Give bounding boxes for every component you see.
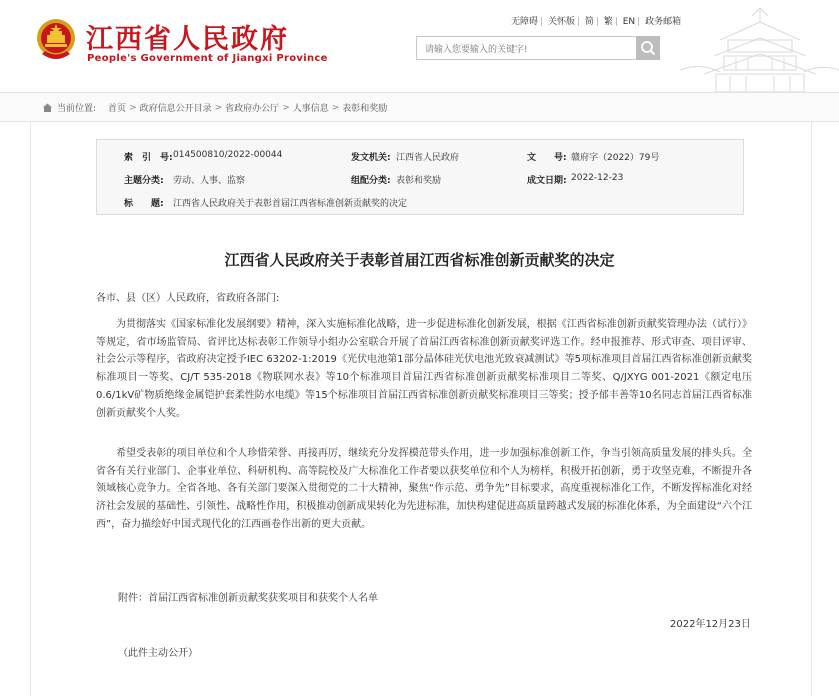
body-paragraph-2: 希望受表彰的项目单位和个人珍惜荣誉、再接再厉，继续充分发挥模范带头作用，进一步加强标准创新工作，争当引领高质量发展的排头兵。全省各有关行业部门、企事业单位、科研机构、高等院校及广大标准化工作者要以获奖单位和个人为榜样，积极开拓创新，勇于攻坚克难，不断提升各领域核心竞争力。全省各地、各有关部门要深入贯彻党的二十大精神，聚焦“作示范、勇争先”目标要求，高度重视标准化工作，不断发挥标准化对经济社会发展的基础性、引领性、战略性作用，积极推动创新成果转化为先进标准，加快构建促进高质量跨越式发展的标准化体系，为全面建设“六个江西”，奋力描绘好中国式现代化的江西画卷作出新的更大贡献。 (96, 448, 752, 530)
national-emblem-icon (36, 18, 76, 62)
breadcrumb-awards[interactable]: 表彰和奖励 (342, 104, 388, 114)
subject-value: 劳动、人事、监察 (173, 176, 246, 186)
breadcrumb-label: 当前位置: (57, 104, 97, 114)
org-value: 表彰和奖励 (396, 176, 442, 186)
top-links: 无障碍 | 关怀版 | 简 | 繁 | EN | 政务邮箱 (511, 17, 682, 27)
breadcrumb-personnel[interactable]: 人事信息 (292, 104, 329, 114)
document-title: 江西省人民政府关于表彰首届江西省标准创新贡献奖的决定 (224, 251, 615, 269)
accessibility-link[interactable]: 无障碍 (511, 17, 539, 27)
english-link[interactable]: EN (622, 17, 636, 27)
search-box (416, 36, 660, 60)
chevron-right-icon: > (282, 102, 290, 113)
document-metadata (96, 139, 744, 215)
issuer-value: 江西省人民政府 (396, 153, 460, 163)
date-label: 成文日期: (527, 176, 567, 186)
breadcrumb-catalog[interactable]: 政府信息公开目录 (139, 104, 212, 114)
location-icon (42, 102, 53, 113)
body-paragraph-1: 为贯彻落实《国家标准化发展纲要》精神，深入实施标准化战略，进一步促进标准化创新发展，根据《江西省标准创新贡献奖管理办法（试行）》等规定，省市场监管局、省评比达标表彰工作领导小组办公室联合开展了首届江西省标准创新贡献奖评选工作。经申报推荐、形式审查、项目评审、社会公示等程序，省政府决定授予IEC 63202-1:2019《光伏电池第1部分晶体硅光伏电池光致衰减测试》等5项标准项目首届江西省标准创新贡献奖标准项目一等奖、CJ/T 535-2018《物联网水表》等10个标准项目首届江西省标准创新贡献奖标准项目二等奖、Q/JXYG 001-2021《额定电压0.6/1kV矿物质绝缘金属铠护套柔性防水电缆》等15个标准项目首届江西省标准创新贡献奖标准项目三等奖；授予郁丰善等10名同志首届江西省标准创新贡献奖个人奖。 (96, 319, 752, 419)
search-input[interactable] (417, 39, 625, 61)
breadcrumb-home[interactable]: 首页 (108, 104, 127, 114)
publication-note: （此件主动公开） (118, 648, 198, 659)
org-label: 组配分类: (351, 176, 391, 186)
breadcrumb-office[interactable]: 省政府办公厅 (225, 104, 280, 114)
index-label: 索 引 号: (124, 153, 173, 163)
docno-label: 文 号: (527, 153, 567, 163)
breadcrumb (42, 101, 387, 114)
chevron-right-icon: > (331, 102, 340, 113)
title-value: 江西省人民政府关于表彰首届江西省标准创新贡献奖的决定 (173, 199, 408, 209)
site-name-english: People's Government of Jiangxi Province (87, 53, 328, 64)
index-value: 014500810/2022-00044 (173, 150, 283, 160)
gov-mail-link[interactable]: 政务邮箱 (645, 17, 682, 27)
title-label: 标 题: (124, 199, 164, 209)
search-icon (636, 36, 660, 60)
traditional-chinese-link[interactable]: 繁 (603, 17, 613, 27)
site-name[interactable]: 江西省人民政府 (86, 24, 289, 55)
chevron-right-icon: > (129, 102, 137, 113)
site-header (0, 0, 839, 92)
date-value: 2022-12-23 (571, 173, 624, 183)
issuer-label: 发文机关: (351, 153, 391, 163)
chevron-right-icon: > (214, 102, 223, 113)
care-mode-link[interactable]: 关怀版 (547, 17, 575, 27)
attachment-link[interactable]: 附件：首届江西省标准创新贡献奖获奖项目和获奖个人名单 (118, 593, 378, 604)
tengwang-pavilion-illustration (680, 0, 839, 92)
simplified-chinese-link[interactable]: 简 (584, 17, 594, 27)
breadcrumb-bar (0, 92, 839, 122)
subject-label: 主题分类: (124, 176, 164, 186)
sign-date: 2022年12月23日 (670, 619, 751, 630)
salutation: 各市、县（区）人民政府，省政府各部门: (96, 293, 280, 304)
docno-value: 赣府字（2022）79号 (571, 153, 660, 163)
search-button[interactable] (636, 36, 660, 60)
